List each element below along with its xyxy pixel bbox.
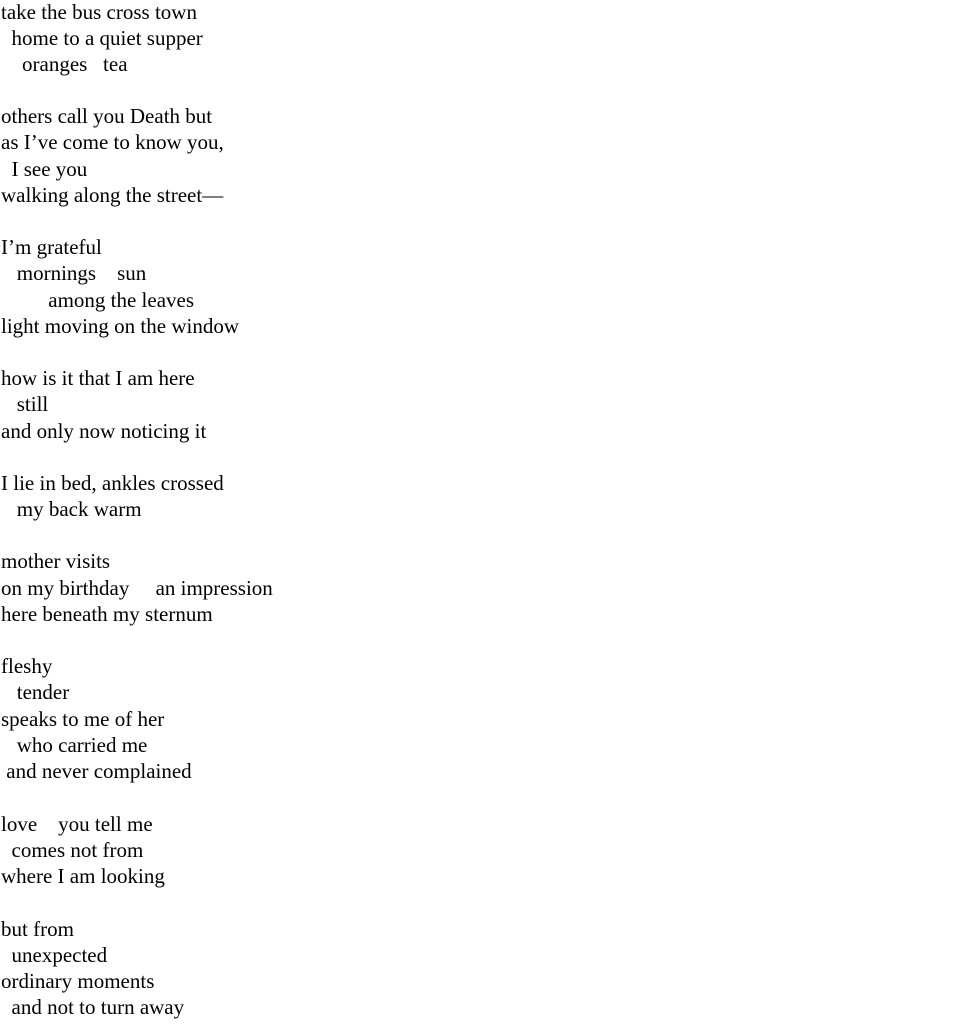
poem-line: as I’ve come to know you, [1,130,224,154]
poem-line: my back warm [1,497,142,521]
poem-line: I lie in bed, ankles crossed [1,471,224,495]
poem-line: light moving on the window [1,314,239,338]
poem-line: where I am looking [1,864,165,888]
poem-line: walking along the street— [1,183,224,207]
poem-line: speaks to me of her [1,707,165,731]
poem-line: among the leaves [1,288,195,312]
poem-line: comes not from [1,838,144,862]
poem-line: unexpected [1,943,108,967]
poem-line: mother visits [1,549,111,573]
poem-line: fleshy [1,654,53,678]
poem-line: tender [1,680,70,704]
poem-line: I’m grateful [1,235,102,259]
poem-line: love you tell me [1,812,153,836]
poem-line: take the bus cross town [1,0,197,24]
poem-line: and never complained [1,759,192,783]
poem-line: still [1,392,49,416]
poem-line: but from [1,917,74,941]
poem-line: on my birthday an impression [1,576,273,600]
poem-line: who carried me [1,733,148,757]
poem-line: I see you [1,157,88,181]
poem-line: others call you Death but [1,104,213,128]
poem-line: home to a quiet supper [1,26,203,50]
poem-line: oranges tea [1,52,128,76]
poem-line: and only now noticing it [1,419,207,443]
poem-line: and not to turn away [1,995,185,1019]
poem-line: mornings sun [1,261,147,285]
poem-line: here beneath my sternum [1,602,213,626]
poem-line: ordinary moments [1,969,155,993]
poem-line: how is it that I am here [1,366,195,390]
